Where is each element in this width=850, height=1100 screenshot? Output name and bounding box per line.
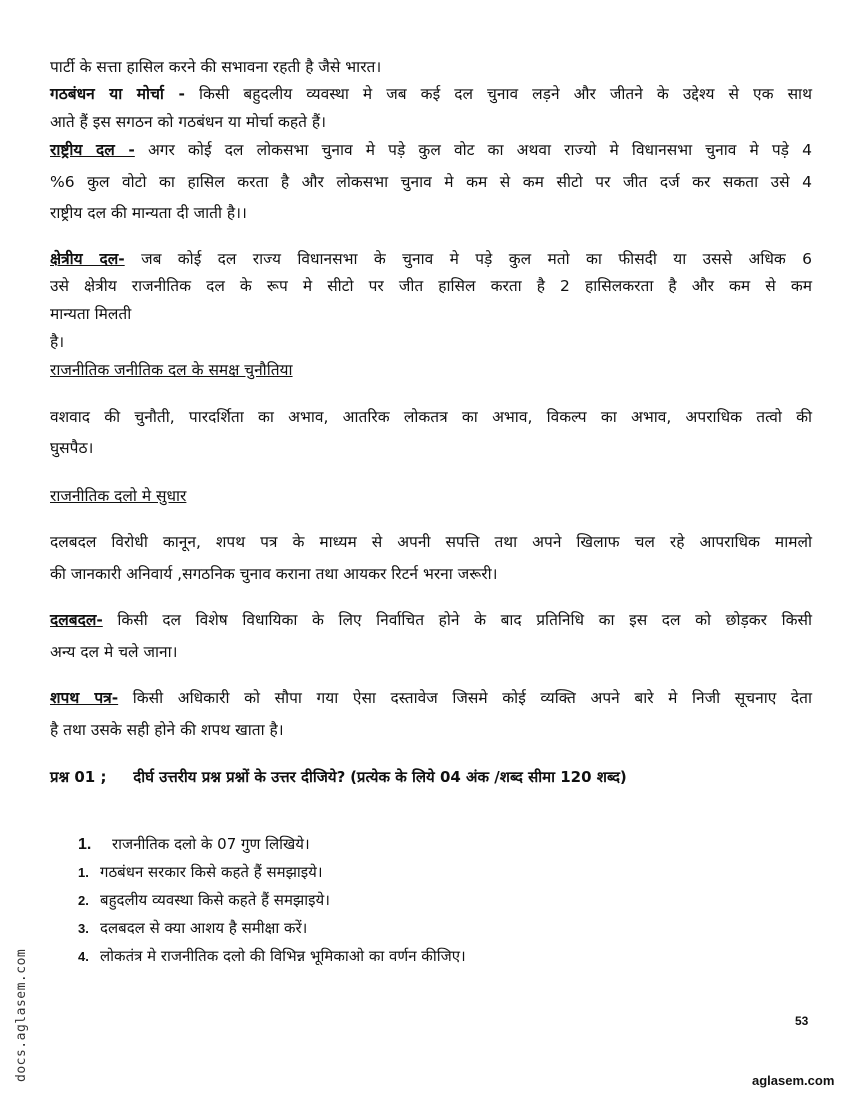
rashtriya-line-2: %6 कुल वोटो का हासिल करता है और लोकसभा चुनाव मे कम से कम सीटो पर जीत दर्ज कर सकता उसे 4 [50,173,812,191]
reforms-heading: राजनीतिक दलो मे सुधार [50,487,187,505]
list-item: 3. दलबदल से क्या आशय है समीक्षा करें। [78,919,308,937]
question-marks: (प्रत्येक के लिये 04 अंक /शब्द सीमा 120 शब्द) [350,768,627,786]
kshetriya-line-3: मान्यता मिलती [50,305,132,323]
shapath-term: शपथ पत्र- [50,689,119,707]
kshetriya-term: क्षेत्रीय दल- [50,250,125,268]
list-item: 2. बहुदलीय व्यवस्था किसे कहते हैं समझाइये। [78,891,330,909]
gathbandhan-line-1: गठबंधन या मोर्चा - किसी बहुदलीय व्यवस्था मे जब कई दल चुनाव लड़ने और जीतने के उद्देश्य से एक साथ [50,85,812,103]
dalbadal-line-2: अन्य दल मे चले जाना। [50,643,178,661]
list-item: 1. गठबंधन सरकार किसे कहते हैं समझाइये। [78,863,323,881]
question-text: दीर्घ उत्तरीय प्रश्न प्रश्नों के उत्तर दीजिये? [133,768,346,786]
page-number: 53 [795,1014,809,1028]
rashtriya-term: राष्ट्रीय दल - [50,141,135,159]
question-line [50,767,812,787]
gathbandhan-term: गठबंधन या मोर्चा - [50,85,185,103]
list-item: 4. लोकतंत्र मे राजनीतिक दलो की विभिन्न भूमिकाओ का वर्णन कीजिए। [78,947,466,965]
side-watermark: docs.aglasem.com [14,948,29,1082]
intro-line: पार्टी के सत्ता हासिल करने की सभावना रहती है जैसे भारत। [50,58,382,76]
reforms-line-2: की जानकारी अनिवार्य ,सगठनिक चुनाव कराना तथा आयकर रिटर्न भरना जरूरी। [50,565,498,583]
kshetriya-line-1: क्षेत्रीय दल- जब कोई दल राज्य विधानसभा के चुनाव मे पड़े कुल मतो का फीसदी या उससे अधिक 6 [50,250,812,268]
rashtriya-line-3: राष्ट्रीय दल की मान्यता दी जाती है।। [50,204,247,222]
rashtriya-line-1: राष्ट्रीय दल - अगर कोई दल लोकसभा चुनाव मे पड़े कुल वोट का अथवा राज्यो मे विधानसभा चुनाव मे पड़े 4 [50,141,812,159]
challenges-heading: राजनीतिक जनीतिक दल के समक्ष चुनौतिया [50,361,293,379]
shapath-line-1: शपथ पत्र- किसी अधिकारी को सौपा गया ऐसा दस्तावेज जिसमे कोई व्यक्ति अपने बारे मे निजी सूचनाए देता [50,689,812,707]
shapath-line-2: है तथा उसके सही होने की शपथ खाता है। [50,721,284,739]
reforms-line-1: दलबदल विरोधी कानून, शपथ पत्र के माध्यम से अपनी सपत्ति तथा अपने खिलाफ चल रहे आपराधिक मामलो [50,533,812,551]
list-item: 1. राजनीतिक दलो के 07 गुण लिखिये। [78,835,310,853]
challenges-line-2: घुसपैठ। [50,439,94,457]
dalbadal-line-1: दलबदल- किसी दल विशेष विधायिका के लिए निर्वाचित होने के बाद प्रतिनिधि का इस दल को छोड़कर किसी [50,611,812,629]
kshetriya-line-2: उसे क्षेत्रीय राजनीतिक दल के रूप मे सीटो पर जीत हासिल करता है 2 हासिलकरता है और कम से कम [50,277,812,295]
question-label: प्रश्न 01 ; [50,768,107,786]
dalbadal-term: दलबदल- [50,611,103,629]
gathbandhan-line-2: आते हैं इस सगठन को गठबंधन या मोर्चा कहते हैं। [50,113,327,131]
kshetriya-line-4: है। [50,333,65,351]
challenges-line-1: वशवाद की चुनौती, पारदर्शिता का अभाव, आतरिक लोकतत्र का अभाव, विकल्प का अभाव, अपराधिक तत्वो की [50,408,812,426]
brand-label: aglasem.com [752,1073,835,1088]
